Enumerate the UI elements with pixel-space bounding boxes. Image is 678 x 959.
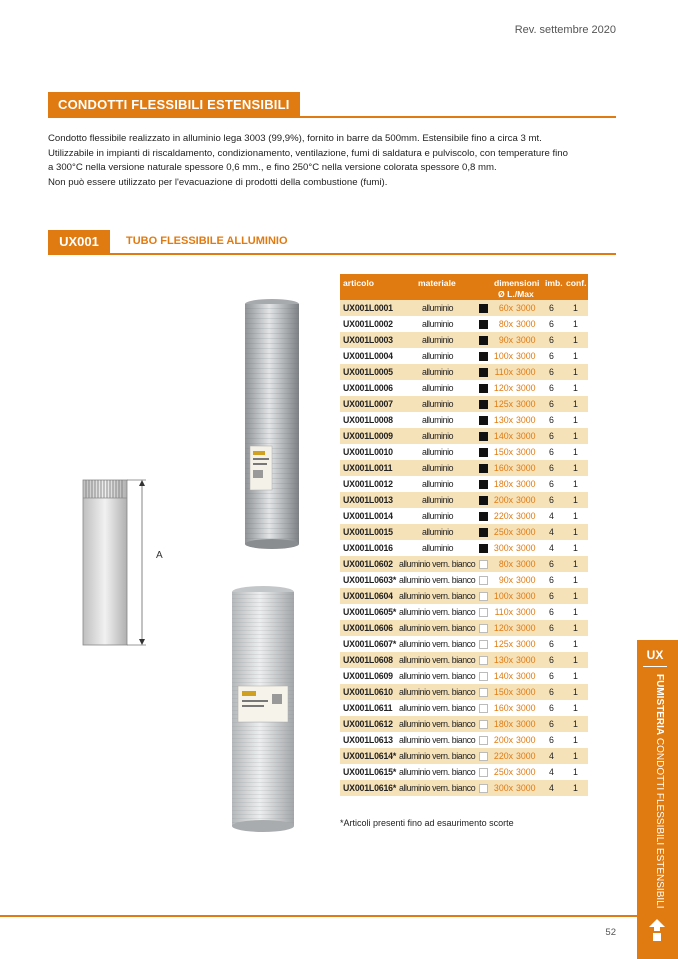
cell-length: 3000: [516, 671, 536, 681]
cell-length: 3000: [516, 607, 536, 617]
cell-articolo: UX001L0006: [343, 383, 393, 393]
cell-diameter: 220x: [493, 751, 513, 761]
cell-conf: 1: [573, 559, 578, 569]
cell-articolo: UX001L0003: [343, 335, 393, 345]
cell-diameter: 90x: [498, 575, 513, 585]
cell-articolo: UX001L0615*: [343, 767, 397, 777]
cell-diameter: 160x: [493, 703, 513, 713]
cell-conf: 1: [573, 367, 578, 377]
cell-materiale: alluminio vern. bianco: [399, 719, 476, 729]
color-swatch: [479, 416, 488, 425]
cell-articolo: UX001L0604: [343, 591, 393, 601]
cell-length: 3000: [516, 447, 536, 457]
cell-length: 3000: [516, 687, 536, 697]
color-swatch: [479, 432, 488, 441]
cell-diameter: 160x: [493, 463, 513, 473]
side-tab-code: UX: [646, 648, 664, 662]
cell-conf: 1: [573, 511, 578, 521]
color-swatch: [479, 560, 488, 569]
cell-length: 3000: [516, 367, 536, 377]
cell-articolo: UX001L0603*: [343, 575, 397, 585]
table-row: [340, 412, 588, 428]
table-row: [340, 732, 588, 748]
cell-diameter: 140x: [493, 671, 513, 681]
cell-diameter: 200x: [493, 735, 513, 745]
color-swatch: [479, 704, 488, 713]
cell-diameter: 125x: [493, 399, 513, 409]
cell-conf: 1: [573, 447, 578, 457]
title-divider: [48, 116, 616, 118]
cell-articolo: UX001L0602: [343, 559, 393, 569]
cell-conf: 1: [573, 687, 578, 697]
page-number: 52: [605, 927, 616, 938]
cell-diameter: 100x: [493, 351, 513, 361]
up-arrow-icon[interactable]: [648, 918, 666, 942]
cell-materiale: alluminio vern. bianco: [399, 783, 476, 793]
cell-materiale: alluminio vern. bianco: [399, 639, 476, 649]
cell-imb: 6: [549, 415, 554, 425]
cell-length: 3000: [516, 463, 536, 473]
cell-imb: 6: [549, 719, 554, 729]
cell-imb: 6: [549, 495, 554, 505]
color-swatch: [479, 320, 488, 329]
cell-diameter: 150x: [493, 447, 513, 457]
cell-materiale: alluminio: [422, 335, 454, 345]
cell-diameter: 100x: [493, 591, 513, 601]
cell-imb: 4: [549, 767, 554, 777]
color-swatch: [479, 304, 488, 313]
color-swatch: [479, 672, 488, 681]
cell-length: 3000: [516, 351, 536, 361]
header-conf: conf.: [566, 278, 587, 288]
table-row: [340, 556, 588, 572]
cell-materiale: alluminio: [422, 495, 454, 505]
cell-length: 3000: [516, 735, 536, 745]
cell-diameter: 150x: [493, 687, 513, 697]
color-swatch: [479, 448, 488, 457]
cell-materiale: alluminio vern. bianco: [399, 751, 476, 761]
cell-length: 3000: [516, 335, 536, 345]
color-swatch: [479, 720, 488, 729]
table-row: [340, 364, 588, 380]
cell-imb: 6: [549, 607, 554, 617]
color-swatch: [479, 736, 488, 745]
table-row: [340, 748, 588, 764]
color-swatch: [479, 384, 488, 393]
table-row: [340, 764, 588, 780]
cell-articolo: UX001L0002: [343, 319, 393, 329]
cell-articolo: UX001L0613: [343, 735, 393, 745]
table-row: [340, 620, 588, 636]
cell-materiale: alluminio: [422, 415, 454, 425]
cell-materiale: alluminio: [422, 351, 454, 361]
color-swatch: [479, 688, 488, 697]
cell-materiale: alluminio vern. bianco: [399, 767, 476, 777]
cell-imb: 6: [549, 463, 554, 473]
cell-conf: 1: [573, 639, 578, 649]
table-row: [340, 428, 588, 444]
cell-conf: 1: [573, 623, 578, 633]
cell-materiale: alluminio: [422, 447, 454, 457]
cell-diameter: 220x: [493, 511, 513, 521]
table-row: [340, 332, 588, 348]
cell-imb: 6: [549, 575, 554, 585]
table-footnote: *Articoli presenti fino ad esaurimento scorte: [340, 818, 514, 828]
cell-articolo: UX001L0011: [343, 463, 393, 473]
cell-diameter: 300x: [493, 783, 513, 793]
cell-articolo: UX001L0004: [343, 351, 393, 361]
cell-articolo: UX001L0010: [343, 447, 393, 457]
cell-length: 3000: [516, 303, 536, 313]
table-row: [340, 316, 588, 332]
cell-length: 3000: [516, 559, 536, 569]
dimension-label: A: [156, 550, 163, 561]
cell-diameter: 110x: [494, 367, 513, 377]
cell-materiale: alluminio: [422, 511, 454, 521]
table-row: [340, 300, 588, 316]
header-materiale: materiale: [418, 278, 456, 288]
cell-articolo: UX001L0605*: [343, 607, 397, 617]
side-tab-subcategory: CONDOTTI FLESSIBILI ESTENSIBILI: [654, 737, 665, 909]
cell-materiale: alluminio vern. bianco: [399, 575, 476, 585]
cell-length: 3000: [516, 751, 536, 761]
product-name: TUBO FLESSIBILE ALLUMINIO: [126, 235, 288, 247]
table-row: [340, 380, 588, 396]
cell-imb: 4: [549, 543, 554, 553]
cell-articolo: UX001L0616*: [343, 783, 397, 793]
cell-length: 3000: [516, 767, 536, 777]
cell-length: 3000: [516, 479, 536, 489]
footer-divider: [0, 915, 637, 917]
color-swatch: [479, 480, 488, 489]
cell-imb: 6: [549, 735, 554, 745]
cell-conf: 1: [573, 383, 578, 393]
cell-diameter: 120x: [493, 623, 513, 633]
table-row: [340, 508, 588, 524]
cell-length: 3000: [516, 511, 536, 521]
cell-length: 3000: [516, 783, 536, 793]
cell-length: 3000: [516, 639, 536, 649]
color-swatch: [479, 352, 488, 361]
cell-imb: 6: [549, 671, 554, 681]
cell-articolo: UX001L0008: [343, 415, 393, 425]
cell-diameter: 90x: [498, 335, 513, 345]
cell-conf: 1: [573, 351, 578, 361]
cell-diameter: 180x: [493, 479, 513, 489]
table-row: [340, 636, 588, 652]
cell-length: 3000: [516, 495, 536, 505]
cell-conf: 1: [573, 431, 578, 441]
cell-materiale: alluminio: [422, 319, 454, 329]
cell-articolo: UX001L0609: [343, 671, 393, 681]
cell-length: 3000: [516, 591, 536, 601]
cell-length: 3000: [516, 399, 536, 409]
cell-articolo: UX001L0612: [343, 719, 393, 729]
section-description: [48, 132, 618, 190]
cell-imb: 6: [549, 623, 554, 633]
side-tab-category: FUMISTERIA: [654, 674, 665, 736]
cell-articolo: UX001L0606: [343, 623, 393, 633]
cell-conf: 1: [573, 751, 578, 761]
cell-materiale: alluminio: [422, 367, 454, 377]
cell-conf: 1: [573, 767, 578, 777]
color-swatch: [479, 528, 488, 537]
cell-materiale: alluminio: [422, 479, 454, 489]
cell-conf: 1: [573, 319, 578, 329]
cell-imb: 6: [549, 687, 554, 697]
cell-articolo: UX001L0015: [343, 527, 393, 537]
cell-materiale: alluminio vern. bianco: [399, 559, 476, 569]
table-row: [340, 700, 588, 716]
table-row: [340, 716, 588, 732]
cell-diameter: 110x: [494, 607, 513, 617]
cell-imb: 6: [549, 447, 554, 457]
cell-diameter: 120x: [493, 383, 513, 393]
cell-articolo: UX001L0007: [343, 399, 393, 409]
cell-materiale: alluminio: [422, 303, 454, 313]
natural-aluminium-pipe-image: [244, 298, 300, 550]
table-row: [340, 652, 588, 668]
header-articolo: articolo: [343, 278, 375, 288]
table-header: [340, 274, 588, 300]
cell-conf: 1: [573, 399, 578, 409]
cell-imb: 4: [549, 751, 554, 761]
cell-materiale: alluminio vern. bianco: [399, 607, 476, 617]
cell-length: 3000: [516, 655, 536, 665]
color-swatch: [479, 656, 488, 665]
table-row: [340, 460, 588, 476]
cell-articolo: UX001L0610: [343, 687, 393, 697]
color-swatch: [479, 608, 488, 617]
cell-materiale: alluminio: [422, 543, 454, 553]
cell-conf: 1: [573, 655, 578, 665]
color-swatch: [479, 576, 488, 585]
cell-imb: 4: [549, 527, 554, 537]
side-tab-label: [652, 674, 666, 914]
cell-diameter: 80x: [498, 559, 513, 569]
cell-materiale: alluminio vern. bianco: [399, 655, 476, 665]
cell-materiale: alluminio vern. bianco: [399, 687, 476, 697]
table-row: [340, 476, 588, 492]
section-title: CONDOTTI FLESSIBILI ESTENSIBILI: [48, 92, 300, 118]
cell-materiale: alluminio: [422, 431, 454, 441]
cell-articolo: UX001L0608: [343, 655, 393, 665]
color-swatch: [479, 400, 488, 409]
cell-diameter: 250x: [493, 767, 513, 777]
cell-diameter: 180x: [493, 719, 513, 729]
cell-imb: 6: [549, 559, 554, 569]
table-row: [340, 348, 588, 364]
cell-conf: 1: [573, 527, 578, 537]
cell-imb: 6: [549, 303, 554, 313]
color-swatch: [479, 752, 488, 761]
cell-materiale: alluminio vern. bianco: [399, 591, 476, 601]
cell-imb: 6: [549, 319, 554, 329]
cell-materiale: alluminio: [422, 383, 454, 393]
cell-materiale: alluminio: [422, 527, 454, 537]
cell-length: 3000: [516, 415, 536, 425]
cell-length: 3000: [516, 431, 536, 441]
cell-length: 3000: [516, 703, 536, 713]
table-row: [340, 588, 588, 604]
cell-conf: 1: [573, 495, 578, 505]
cell-imb: 6: [549, 335, 554, 345]
cell-conf: 1: [573, 575, 578, 585]
cell-articolo: UX001L0005: [343, 367, 393, 377]
color-swatch: [479, 512, 488, 521]
table-row: [340, 396, 588, 412]
table-row: [340, 540, 588, 556]
cell-imb: 6: [549, 639, 554, 649]
table-row: [340, 668, 588, 684]
cell-conf: 1: [573, 479, 578, 489]
color-swatch: [479, 368, 488, 377]
cell-imb: 4: [549, 783, 554, 793]
cell-imb: 6: [549, 367, 554, 377]
table-row: [340, 572, 588, 588]
cell-conf: 1: [573, 335, 578, 345]
table-row: [340, 780, 588, 796]
cell-articolo: UX001L0014: [343, 511, 393, 521]
color-swatch: [479, 784, 488, 793]
cell-diameter: 300x: [493, 543, 513, 553]
cell-conf: 1: [573, 783, 578, 793]
color-swatch: [479, 336, 488, 345]
cell-diameter: 130x: [493, 415, 513, 425]
cell-diameter: 60x: [498, 303, 513, 313]
cell-imb: 6: [549, 351, 554, 361]
cell-diameter: 200x: [493, 495, 513, 505]
color-swatch: [479, 496, 488, 505]
cell-length: 3000: [516, 719, 536, 729]
side-tab-divider: [643, 666, 667, 667]
description-line: Condotto flessibile realizzato in alluminio lega 3003 (99,9%), fornito in barre da 500mm. Estensibile fino a circa 3 mt.: [48, 133, 542, 144]
cell-articolo: UX001L0012: [343, 479, 393, 489]
cell-imb: 6: [549, 655, 554, 665]
header-dimensioni: dimensioni: [494, 278, 540, 288]
cell-imb: 4: [549, 511, 554, 521]
table-row: [340, 444, 588, 460]
cell-articolo: UX001L0611: [343, 703, 393, 713]
cell-articolo: UX001L0013: [343, 495, 393, 505]
cell-imb: 6: [549, 479, 554, 489]
product-divider: [48, 253, 616, 255]
cell-conf: 1: [573, 415, 578, 425]
cell-materiale: alluminio: [422, 399, 454, 409]
cell-conf: 1: [573, 543, 578, 553]
table-body: [340, 300, 588, 796]
cell-materiale: alluminio vern. bianco: [399, 703, 476, 713]
cell-conf: 1: [573, 303, 578, 313]
cell-articolo: UX001L0009: [343, 431, 393, 441]
cell-articolo: UX001L0001: [343, 303, 393, 313]
table-row: [340, 604, 588, 620]
table-row: [340, 684, 588, 700]
color-swatch: [479, 768, 488, 777]
revision-date: Rev. settembre 2020: [514, 24, 616, 36]
pipe-technical-drawing: [76, 470, 166, 660]
cell-diameter: 125x: [493, 639, 513, 649]
description-line: a 300°C nella versione naturale spessore 0,6 mm., e fino 250°C nella versione colorata spessore 0,8 mm.: [48, 162, 497, 173]
description-line: Non può essere utilizzato per l'evacuazione di prodotti della combustione (fumi).: [48, 176, 388, 188]
cell-length: 3000: [516, 623, 536, 633]
header-dimensioni-sub: Ø L./Max: [498, 289, 534, 299]
cell-imb: 6: [549, 399, 554, 409]
product-table: [340, 274, 588, 796]
cell-materiale: alluminio vern. bianco: [399, 735, 476, 745]
cell-length: 3000: [516, 383, 536, 393]
cell-materiale: alluminio: [422, 463, 454, 473]
color-swatch: [479, 464, 488, 473]
cell-materiale: alluminio vern. bianco: [399, 623, 476, 633]
cell-articolo: UX001L0607*: [343, 639, 397, 649]
cell-imb: 6: [549, 431, 554, 441]
cell-materiale: alluminio vern. bianco: [399, 671, 476, 681]
product-code: UX001: [48, 230, 110, 254]
cell-conf: 1: [573, 735, 578, 745]
cell-imb: 6: [549, 383, 554, 393]
color-swatch: [479, 640, 488, 649]
cell-conf: 1: [573, 671, 578, 681]
cell-diameter: 80x: [498, 319, 513, 329]
cell-diameter: 140x: [493, 431, 513, 441]
cell-length: 3000: [516, 527, 536, 537]
cell-length: 3000: [516, 319, 536, 329]
color-swatch: [479, 592, 488, 601]
cell-conf: 1: [573, 719, 578, 729]
cell-articolo: UX001L0016: [343, 543, 393, 553]
cell-length: 3000: [516, 543, 536, 553]
cell-conf: 1: [573, 591, 578, 601]
cell-conf: 1: [573, 463, 578, 473]
cell-diameter: 250x: [493, 527, 513, 537]
cell-length: 3000: [516, 575, 536, 585]
table-row: [340, 492, 588, 508]
header-imb: imb.: [545, 278, 563, 288]
cell-imb: 6: [549, 703, 554, 713]
cell-diameter: 130x: [493, 655, 513, 665]
cell-imb: 6: [549, 591, 554, 601]
color-swatch: [479, 544, 488, 553]
table-row: [340, 524, 588, 540]
cell-articolo: UX001L0614*: [343, 751, 397, 761]
cell-conf: 1: [573, 703, 578, 713]
cell-conf: 1: [573, 607, 578, 617]
description-line: Utilizzabile in impianti di riscaldamento, condizionamento, ventilazione, fumi di saldatura e pulviscolo, con temperature fino: [48, 147, 568, 159]
white-painted-pipe-image: [230, 586, 296, 832]
color-swatch: [479, 624, 488, 633]
